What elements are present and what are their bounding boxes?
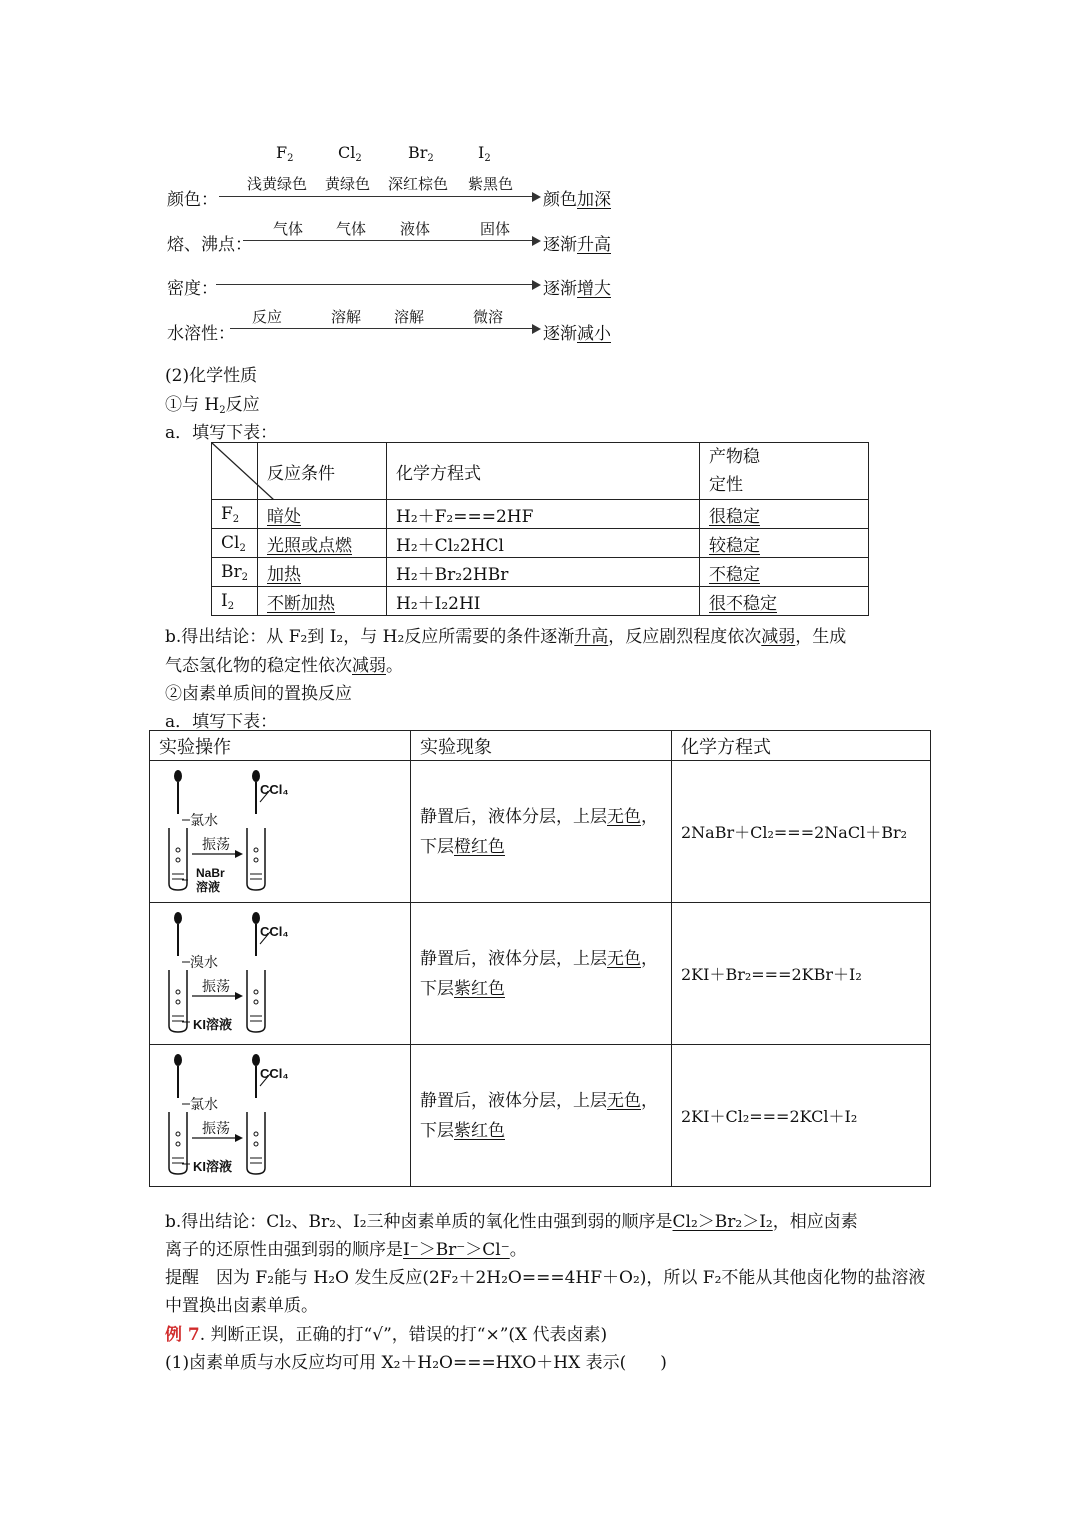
- table-row: [150, 903, 931, 1045]
- equation-cell: 2KI＋Br₂===2KBr＋I₂: [672, 903, 931, 1045]
- diagonal-header-cell: [212, 443, 258, 500]
- equation-cell: H₂＋Br₂2HBr: [387, 558, 700, 587]
- diagonal-line: [212, 443, 274, 500]
- solution-label: KI溶液: [193, 1158, 233, 1174]
- arrow-right-icon: [532, 192, 541, 202]
- ccl4-label: CCl₄: [260, 781, 289, 797]
- trend-label-solubility: 水溶性：: [167, 324, 235, 344]
- trend-label-color: 颜色：: [167, 190, 218, 210]
- trend-label-density: 密度：: [167, 279, 218, 299]
- header-equation: 化学方程式: [387, 443, 700, 500]
- trend-item: 溶解: [394, 308, 425, 326]
- shake-label: 振荡: [202, 1120, 230, 1137]
- table-row: [212, 558, 869, 587]
- stability-cell: 不稳定: [700, 558, 869, 587]
- trend-arrow-line: [219, 196, 533, 197]
- reminder-line-2: 中置换出卤素单质。: [165, 1296, 318, 1316]
- equation-cell: 2KI＋Cl₂===2KCl＋I₂: [672, 1045, 931, 1187]
- element-header: $Br_2$: [408, 143, 434, 164]
- reagent-label: 氯水: [190, 1096, 218, 1113]
- trend-item: 气体: [336, 220, 367, 238]
- reagent-label: 氯水: [190, 812, 218, 829]
- example-heading: 例 7. 判断正误，正确的打“√”，错误的打“×”(X 代表卤素): [165, 1325, 608, 1345]
- apparatus-diagram: [160, 904, 310, 1044]
- header-equation: 化学方程式: [672, 731, 931, 761]
- halogen-cell: $F_2$: [212, 500, 258, 529]
- condition-cell: 加热: [258, 558, 387, 587]
- conclusion-2-line-2: 离子的还原性由强到弱的顺序是I⁻＞Br⁻＞Cl⁻。: [165, 1240, 527, 1260]
- ccl4-label: CCl₄: [260, 1065, 289, 1081]
- subsection-title-h2: ①与 $H_2$反应: [165, 395, 260, 416]
- trend-item: 紫黑色: [468, 175, 514, 193]
- displacement-table: [149, 730, 931, 1187]
- table-row: [212, 587, 869, 616]
- fill-table-instruction-2: a．填写下表：: [165, 712, 278, 732]
- solution-label: KI溶液: [193, 1016, 233, 1032]
- equation-cell: 2NaBr＋Cl₂===2NaCl＋Br₂: [672, 761, 931, 903]
- table-header-row: [150, 731, 931, 761]
- table-row: [150, 761, 931, 903]
- equation-cell: H₂＋Cl₂2HCl: [387, 529, 700, 558]
- apparatus-diagram: [160, 1046, 310, 1186]
- header-operation: 实验操作: [150, 731, 411, 761]
- halogen-cell: $I_2$: [212, 587, 258, 616]
- trend-item: 液体: [400, 220, 431, 238]
- trend-arrow-line: [243, 240, 533, 241]
- conclusion-2-line-1: b.得出结论：Cl₂、Br₂、I₂三种卤素单质的氧化性由强到弱的顺序是Cl₂＞Br₂＞I₂，相应卤素: [165, 1212, 858, 1232]
- arrow-right-icon: [532, 236, 541, 246]
- example-question-1: (1)卤素单质与水反应均可用 X₂＋H₂O===HXO＋HX 表示( ): [165, 1353, 667, 1373]
- phenomenon-cell: 静置后，液体分层，上层无色， 下层紫红色: [411, 1045, 672, 1187]
- halogen-cell: $Cl_2$: [212, 529, 258, 558]
- equation-cell: H₂＋F₂===2HF: [387, 500, 700, 529]
- fill-table-instruction: a．填写下表：: [165, 423, 278, 443]
- table-row: [212, 500, 869, 529]
- operation-cell: [150, 1045, 411, 1187]
- section-title-displacement: ②卤素单质间的置换反应: [165, 684, 352, 704]
- halogen-cell: $Br_2$: [212, 558, 258, 587]
- condition-cell: 暗处: [258, 500, 387, 529]
- element-header: $F_2$: [276, 143, 294, 164]
- section-title-chemical: (2)化学性质: [165, 366, 258, 386]
- header-phenomenon: 实验现象: [411, 731, 672, 761]
- trend-item: 黄绿色: [325, 175, 371, 193]
- conclusion-1-line-1: b.得出结论：从 F₂到 I₂，与 H₂反应所需要的条件逐渐升高，反应剧烈程度依次减弱，生成: [165, 627, 847, 647]
- trend-arrow-line: [216, 284, 533, 285]
- condition-cell: 光照或点燃: [258, 529, 387, 558]
- h2-reaction-table: [211, 442, 869, 616]
- trend-item: 反应: [252, 308, 283, 326]
- ccl4-label: CCl₄: [260, 923, 289, 939]
- table-row: [212, 529, 869, 558]
- trend-label-mp: 熔、沸点：: [167, 235, 252, 255]
- stability-cell: 很不稳定: [700, 587, 869, 616]
- element-header: $Cl_2$: [338, 143, 362, 164]
- trend-result: 颜色加深: [543, 190, 611, 210]
- trend-result: 逐渐减小: [543, 324, 611, 344]
- stability-cell: 较稳定: [700, 529, 869, 558]
- example-label: 例 7: [165, 1325, 200, 1345]
- operation-cell: [150, 761, 411, 903]
- operation-cell: [150, 903, 411, 1045]
- reagent-label: 溴水: [190, 954, 218, 971]
- condition-cell: 不断加热: [258, 587, 387, 616]
- conclusion-1-line-2: 气态氢化物的稳定性依次减弱。: [165, 656, 403, 676]
- trend-arrow-line: [230, 328, 533, 329]
- reminder-line-1: 提醒 因为 F₂能与 H₂O 发生反应(2F₂＋2H₂O===4HF＋O₂)，所以 F₂不能从其他卤化物的盐溶液: [165, 1268, 926, 1288]
- trend-item: 微溶: [473, 308, 504, 326]
- trend-item: 深红棕色: [388, 175, 449, 193]
- trend-item: 溶解: [331, 308, 362, 326]
- phenomenon-cell: 静置后，液体分层，上层无色， 下层橙红色: [411, 761, 672, 903]
- apparatus-diagram: [160, 762, 310, 902]
- trend-item: 气体: [273, 220, 304, 238]
- arrow-right-icon: [532, 280, 541, 290]
- shake-label: 振荡: [202, 978, 230, 995]
- arrow-right-icon: [532, 324, 541, 334]
- phenomenon-cell: 静置后，液体分层，上层无色， 下层紫红色: [411, 903, 672, 1045]
- trend-result: 逐渐增大: [543, 279, 611, 299]
- trend-item: 固体: [480, 220, 511, 238]
- header-condition: 反应条件: [258, 443, 387, 500]
- header-stability: 产物稳 定性: [700, 443, 869, 500]
- element-header: $I_2$: [478, 143, 491, 164]
- stability-cell: 很稳定: [700, 500, 869, 529]
- solution-label: NaBr 溶液: [196, 865, 225, 894]
- equation-cell: H₂＋I₂2HI: [387, 587, 700, 616]
- table-header-row: [212, 443, 869, 500]
- trend-result: 逐渐升高: [543, 235, 611, 255]
- trend-item: 浅黄绿色: [247, 175, 308, 193]
- table-row: [150, 1045, 931, 1187]
- shake-label: 振荡: [202, 836, 230, 853]
